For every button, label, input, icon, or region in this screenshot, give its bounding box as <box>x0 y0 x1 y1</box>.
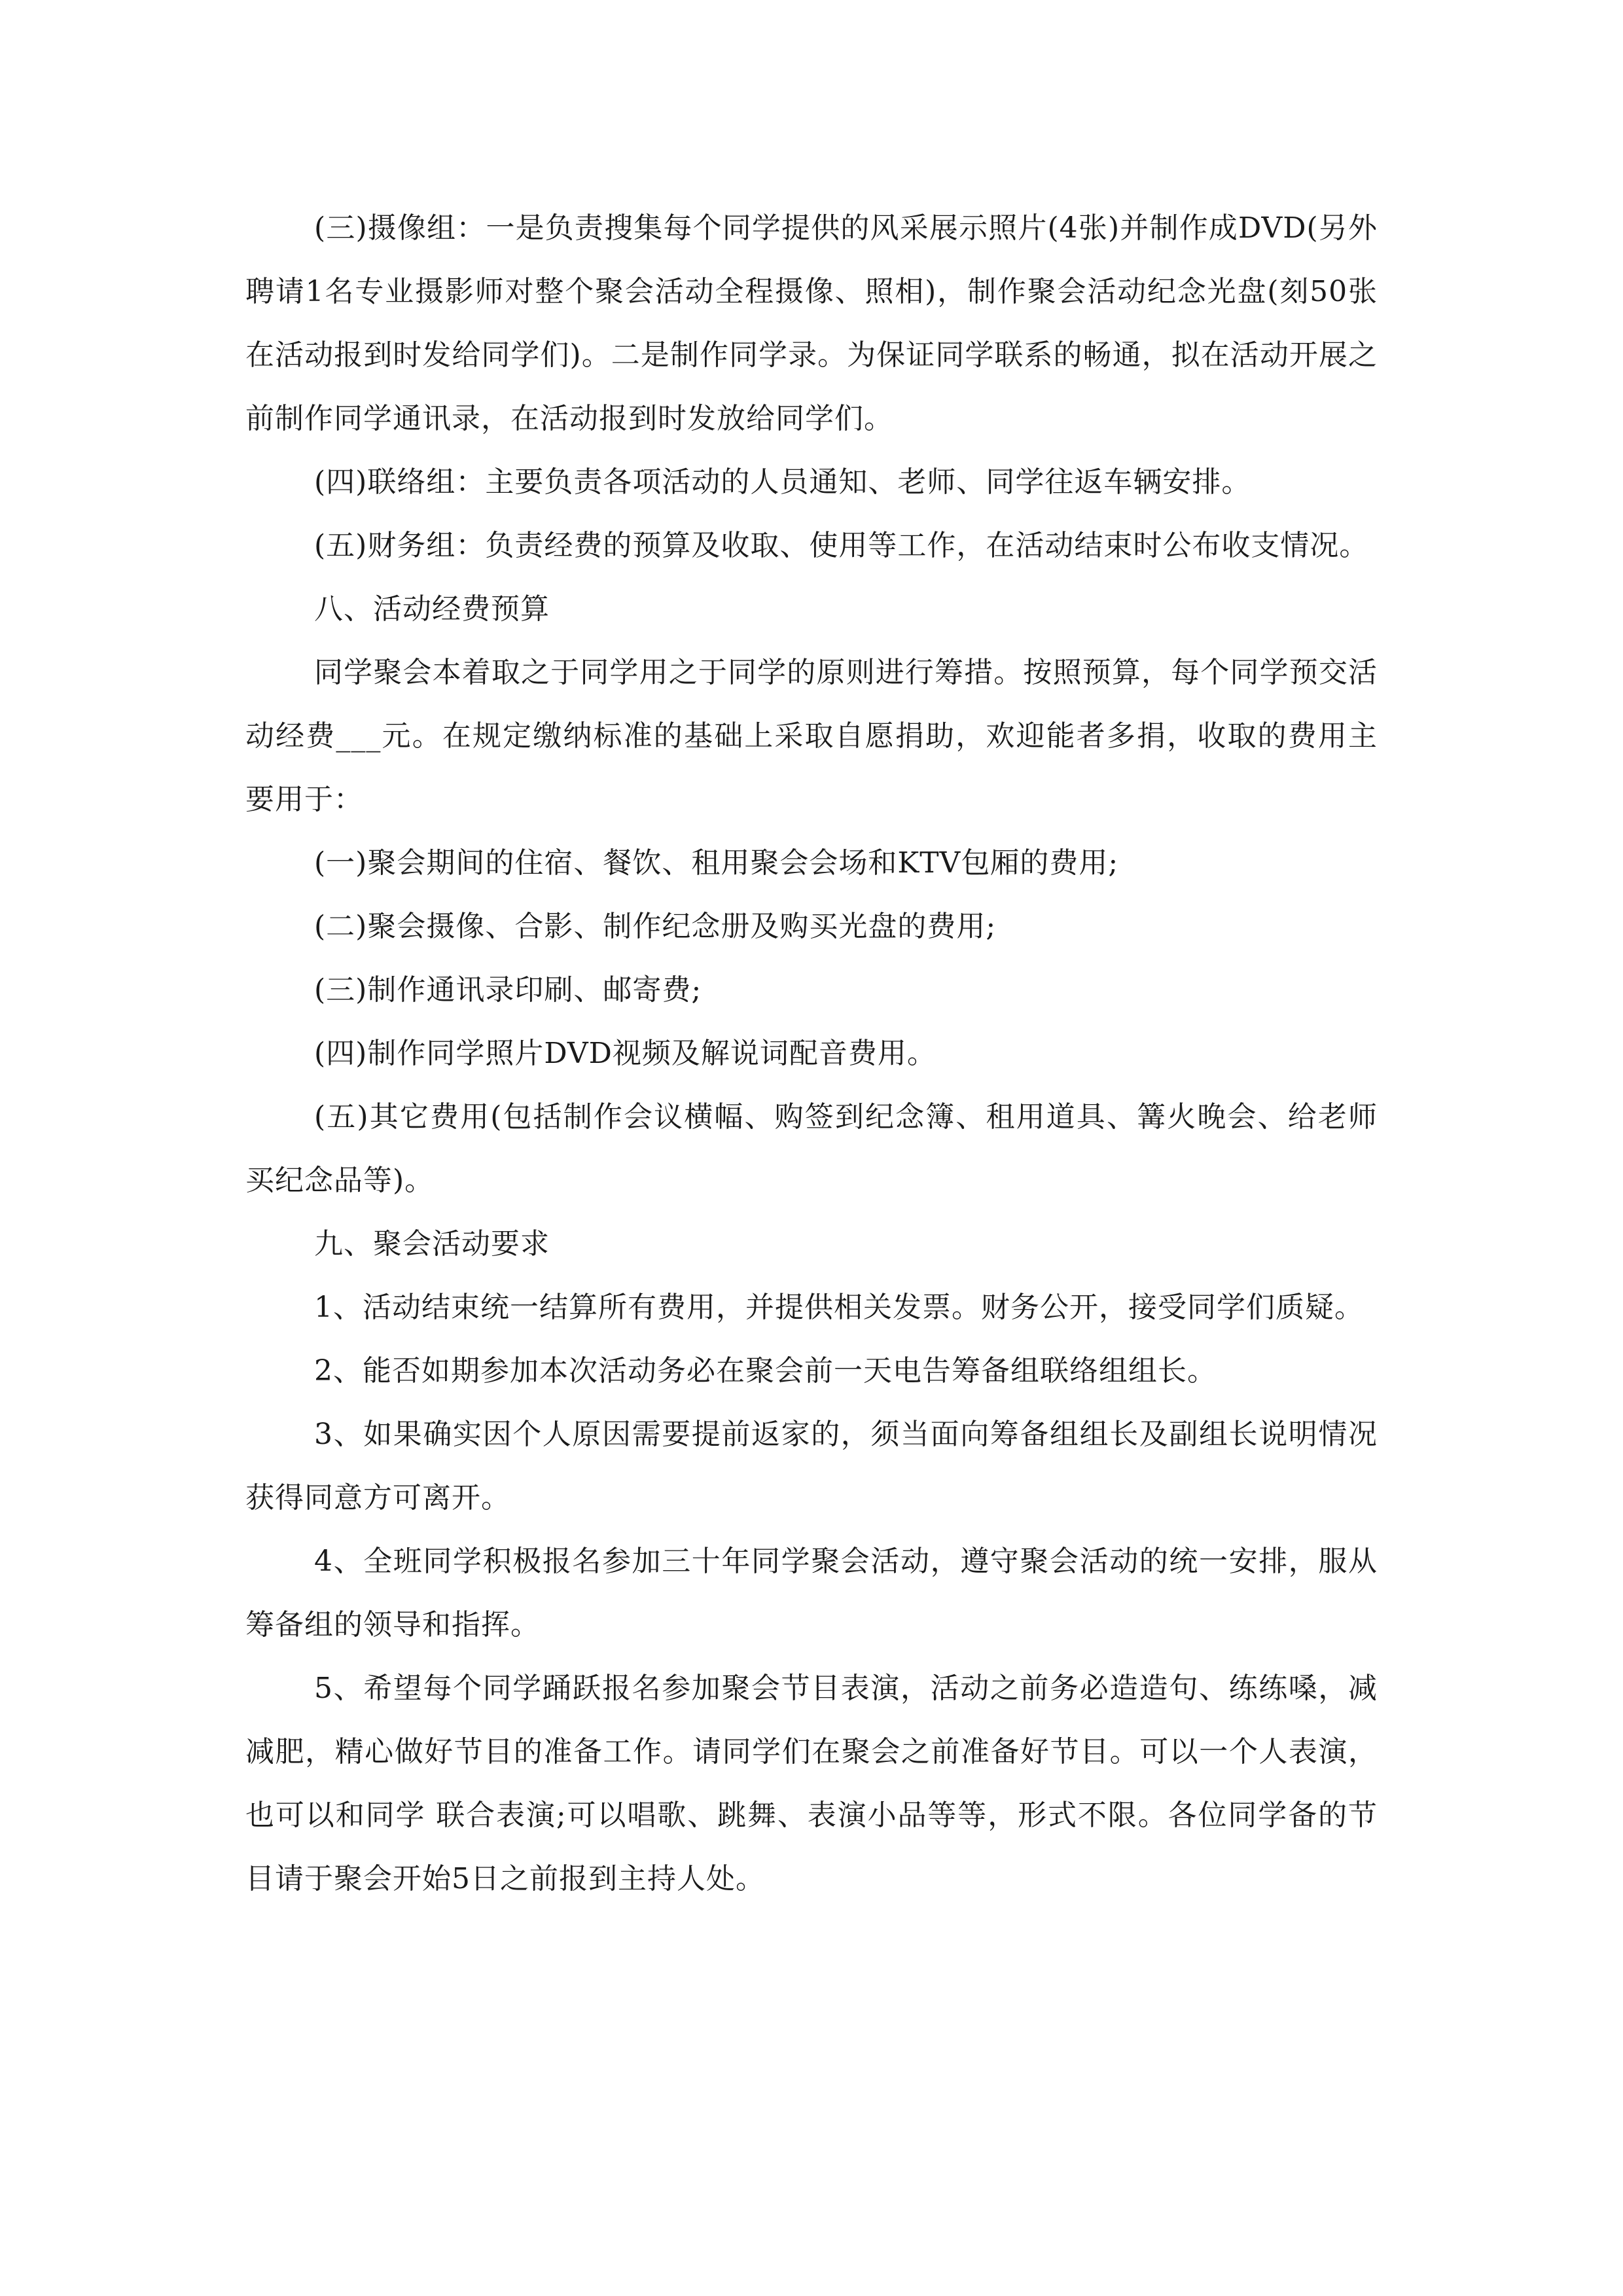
paragraph-budget-intro: 同学聚会本着取之于同学用之于同学的原则进行筹措。按照预算，每个同学预交活动经费___元。在规定缴纳标准的基础上采取自愿捐助，欢迎能者多捐，收取的费用主要用于： <box>245 656 1378 816</box>
section-heading-requirements: 九、聚会活动要求 <box>314 1227 550 1261</box>
paragraph-photo-group: (三)摄像组：一是负责搜集每个同学提供的风采展示照片(4张)并制作成DVD(另外聘请1名专业摄影师对整个聚会活动全程摄像、照相)，制作聚会活动纪念光盘(刻50张在活动报到时发给同学们)。二是制作同学录。为保证同学联系的畅通，拟在活动开展之前制作同学通讯录，在活动报到时发放给同学们。 <box>245 211 1378 435</box>
paragraph-liaison-group: (四)联络组：主要负责各项活动的人员通知、老师、同学往返车辆安排。 <box>314 465 1251 499</box>
section-heading-budget: 八、活动经费预算 <box>314 592 550 626</box>
budget-item-2: (二)聚会摄像、合影、制作纪念册及购买光盘的费用; <box>314 910 997 943</box>
requirement-item-3: 3、如果确实因个人原因需要提前返家的，须当面向筹备组组长及副组长说明情况获得同意方可离开。 <box>245 1418 1378 1515</box>
paragraph-finance-group: (五)财务组：负责经费的预算及收取、使用等工作，在活动结束时公布收支情况。 <box>314 529 1369 562</box>
requirement-item-5: 5、希望每个同学踊跃报名参加聚会节目表演，活动之前务必造造句、练练嗓，减减肥，精心做好节目的准备工作。请同学们在聚会之前准备好节目。可以一个人表演，也可以和同学 联合表演;可以唱歌、跳舞、表演小品等等，形式不限。各位同学备的节目请于聚会开始5日之前报到主持人处。 <box>245 1672 1378 1895</box>
budget-item-1: (一)聚会期间的住宿、餐饮、租用聚会会场和KTV包厢的费用; <box>314 846 1119 880</box>
document-page <box>245 196 1378 1910</box>
requirement-item-1: 1、活动结束统一结算所有费用，并提供相关发票。财务公开，接受同学们质疑。 <box>314 1291 1364 1324</box>
requirement-item-2: 2、能否如期参加本次活动务必在聚会前一天电告筹备组联络组组长。 <box>314 1354 1217 1388</box>
budget-item-5: (五)其它费用(包括制作会议横幅、购签到纪念簿、租用道具、篝火晚会、给老师买纪念品等)。 <box>245 1100 1378 1197</box>
budget-item-3: (三)制作通讯录印刷、邮寄费; <box>314 973 702 1007</box>
budget-item-4: (四)制作同学照片DVD视频及解说词配音费用。 <box>314 1037 936 1070</box>
requirement-item-4: 4、全班同学积极报名参加三十年同学聚会活动，遵守聚会活动的统一安排，服从筹备组的领导和指挥。 <box>245 1545 1378 1641</box>
